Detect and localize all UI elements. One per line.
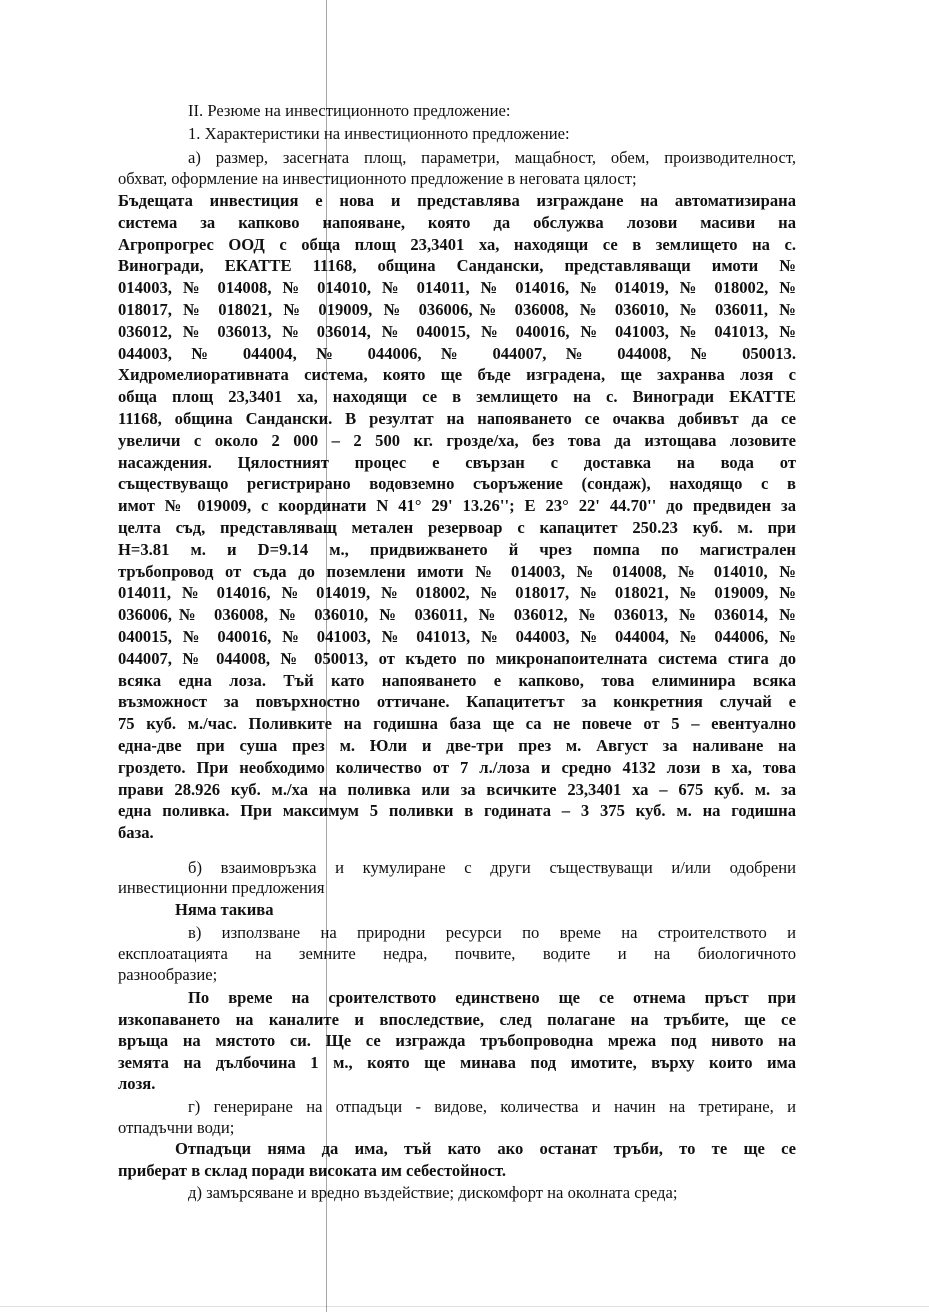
item-a-answer-line: 75 куб. м./час. Поливките на годишна база ще са не повече от 5 – евентуално: [118, 714, 796, 734]
item-a-label-line: обхват, оформление на инвестиционното предложение в неговата цялост;: [118, 169, 637, 188]
item-a-answer-line: имот № 019009, с координати N 41° 29' 13.26''; E 23° 22' 44.70'' до предвиден за: [118, 496, 796, 516]
item-a-answer-line: система за капково напояване, която да обслужва лозови масиви на: [118, 212, 796, 232]
item-a-answer-line: насаждения. Цялостният процес е свързан с доставка на вода от: [118, 452, 796, 472]
item-d-answer-line: приберат в склад поради високата им себестойност.: [118, 1160, 507, 1180]
item-a-answer-line: една поливка. При максимум 5 поливки в годината – 3 375 куб. м. на годишна: [118, 801, 796, 821]
item-a-answer-line: 014003, № 014008, № 014010, № 014011, № 014016, № 014019, № 018002, №: [118, 278, 796, 298]
item-c-answer-line: изкопаването на каналите и впоследствие, след полагане на тръбите, ще се: [118, 1009, 796, 1029]
item-a-answer-line: Бъдещата инвестиция е нова и представлява изграждане на автоматизирана: [118, 191, 796, 210]
item-b-label-line: инвестиционни предложения: [118, 878, 325, 897]
item-c-label-line: разнообразие;: [118, 965, 218, 984]
item-a-answer-line: гроздето. При необходимо количество от 7 л./лоза и средно 4132 лози в ха, това: [118, 757, 796, 777]
item-c-label-line: експлоатацията на земните недра, почвите, водите и на биологичното: [118, 944, 796, 963]
item-a-answer-line: Виногради, ЕКАТТЕ 11168, община Сандански, представляващи имоти №: [118, 256, 796, 276]
item-a-answer-line: увеличи с около 2 000 – 2 500 кг. грозде/ха, без това да изтощава лозовите: [118, 430, 796, 450]
item-a-label-line: а) размер, засегната площ, параметри, мащабност, обем, производителност,: [188, 148, 796, 167]
item-a-answer-line: обща площ 23,3401 ха, находящи се в землището на с. Виногради ЕКАТТЕ: [118, 387, 796, 407]
item-a-answer-line: 014011, № 014016, № 014019, № 018002, № 018017, № 018021, № 019009, №: [118, 583, 796, 603]
item-a-answer-line: Агропрогрес ООД с обща площ 23,3401 ха, находящи се в землището на с.: [118, 234, 796, 254]
section-heading: II. Резюме на инвестиционното предложение:: [188, 101, 511, 120]
item-d-answer-line: Отпадъци няма да има, тъй като ако останат тръби, то те ще се: [175, 1139, 796, 1158]
item-a-answer-line: една-две при суша през м. Юли и две-три през м. Август за наливане на: [118, 736, 796, 755]
item-c-label-line: в) използване на природни ресурси по време на строителството и: [188, 923, 796, 942]
item-c-answer-line: лозя.: [118, 1074, 156, 1093]
scan-bottom-edge: [0, 1306, 929, 1307]
item-a-answer-line: целта съд, представляващ метален резервоар с капацитет 250.23 куб. м. при: [118, 518, 796, 537]
item-a-answer-line: база.: [118, 823, 154, 843]
item-a-answer-line: 036006,№ 036008, № 036010, № 036011, № 036012, № 036013, № 036014, №: [118, 605, 796, 625]
item-e-label: д) замърсяване и вредно въздействие; дискомфорт на околната среда;: [188, 1183, 678, 1202]
item-a-answer-line: 044007, № 044008, № 050013, от където по микронапоителната система стига до: [118, 648, 796, 668]
item-c-answer-line: връща на мястото си. Ще се изгражда тръбопроводна мрежа под нивото на: [118, 1031, 796, 1050]
item-a-answer-line: 044003, № 044004, № 044006, № 044007, № 044008, № 050013.: [118, 343, 796, 363]
item-b-label-line: б) взаимовръзка и кумулиране с други съществуващи и/или одобрени: [188, 858, 796, 877]
item-a-answer-line: възможност за повърхностно оттичане. Капацитетът за конкретния случай е: [118, 692, 796, 712]
subsection-heading: 1. Характеристики на инвестиционното предложение:: [188, 124, 570, 143]
item-a-answer-line: всяка една лоза. Тъй като напояването е капково, това елиминира всяка: [118, 670, 796, 690]
item-d-label-line: отпадъчни води;: [118, 1118, 235, 1137]
item-d-label-line: г) генериране на отпадъци - видове, количества и начин на третиране, и: [188, 1097, 796, 1116]
item-a-answer-line: 036012, № 036013, № 036014, № 040015, № 040016, № 041003, № 041013, №: [118, 321, 796, 341]
item-a-answer-line: съществуващо регистрирано водовземно съоръжение (сондаж), находящо с в: [118, 474, 796, 494]
item-a-answer-line: тръбопровод от съда до поземлени имоти № 014003, № 014008, № 014010, №: [118, 561, 796, 581]
item-a-answer-line: Хидромелиоративната система, която ще бъде изградена, ще захранва лозя с: [118, 365, 796, 385]
item-a-answer-line: 11168, община Сандански. В резултат на напояването се очаква добивът да се: [118, 409, 796, 428]
item-a-answer-line: 040015, № 040016, № 041003, № 041013, № 044003, № 044004, № 044006, №: [118, 627, 796, 646]
item-a-answer-line: H=3.81 м. и D=9.14 м., придвижването й чрез помпа по магистрален: [118, 539, 796, 559]
item-a-answer-line: 018017, № 018021, № 019009, № 036006,№ 036008, № 036010, № 036011, №: [118, 300, 796, 319]
item-c-answer-line: земята на дълбочина 1 м., която ще минава под имотите, върху които има: [118, 1052, 796, 1072]
item-c-answer-line: По време на сроителството единствено ще се отнема пръст при: [188, 988, 796, 1007]
item-b-answer: Няма такива: [175, 900, 274, 919]
item-a-answer-line: прави 28.926 куб. м./ха на поливка или за всичките 23,3401 ха – 675 куб. м. за: [118, 779, 796, 799]
